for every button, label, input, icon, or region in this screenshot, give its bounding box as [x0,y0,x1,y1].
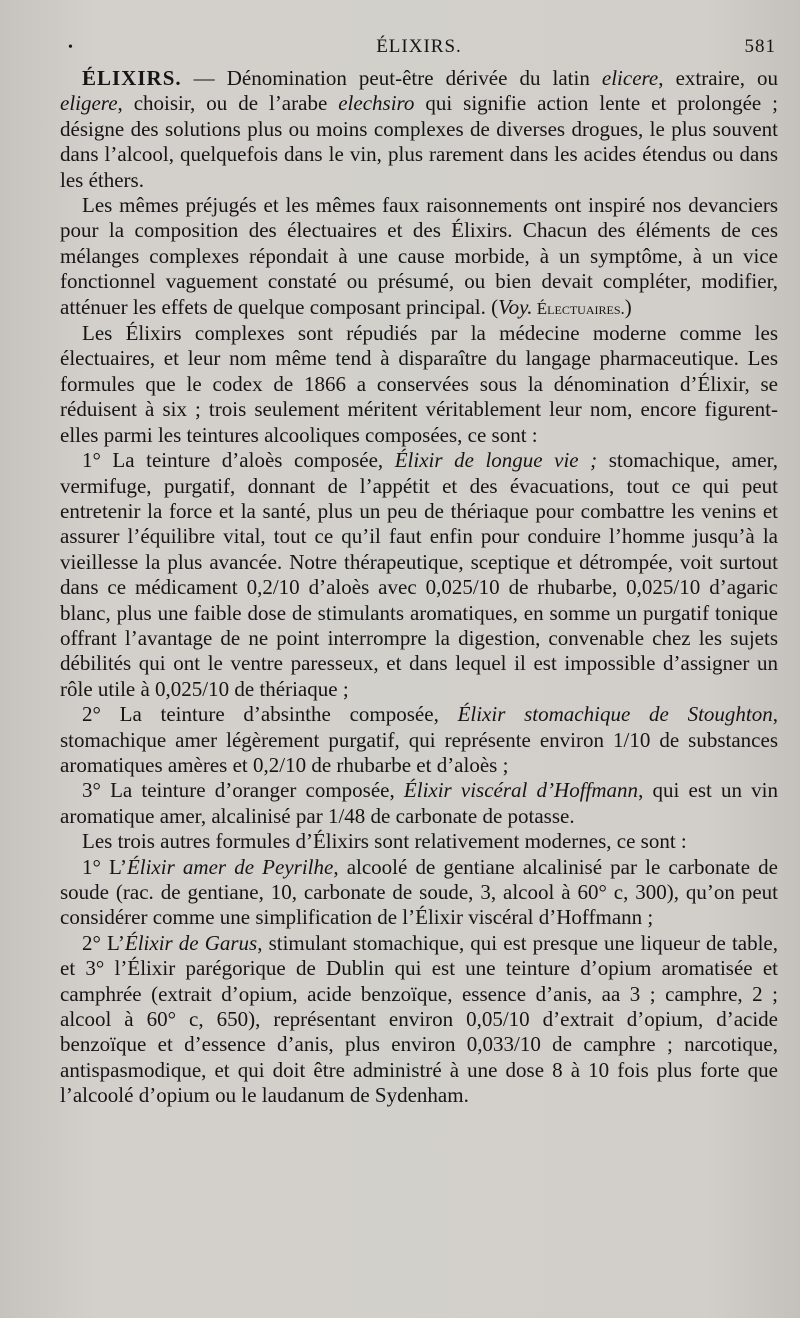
text-run: qui signifie action lente et prolongée ; désigne des solutions plus ou moins complexes de diverses drogues, le plus souvent dans l’alcool, quelquefois dans le vin, plus rarement dans les acides étendus ou dans les éthers. [60,91,778,192]
paragraph-definition [60,66,778,193]
entry-headword: ÉLIXIRS. [82,66,182,90]
italic-term: Voy. [498,294,533,319]
running-title: ÉLIXIRS. [376,36,462,57]
text-run: , stomachique amer légèrement purgatif, qui représente environ 1/10 de substances aromatiques amères et 0,2/10 de rhubarbe et d’aloès ; [60,702,778,777]
text-run: Les Élixirs complexes sont répudiés par la médecine moderne comme les électuaires, et leur nom même tend à disparaître du langage pharmaceutique. Les formules que le codex de 1866 a conservées sous la dénomination d’Élixir, se réduisent à six ; trois seulement méritent véritablement leur nom, encore figurent-elles parmi les teintures alcooliques composées, ce sont : [60,321,778,447]
italic-term: elicere [601,66,659,90]
text-run: ) [624,294,632,319]
text-run: 3° La teinture d’oranger composée, [82,778,404,803]
paragraph-item-absinthe [60,702,778,778]
italic-term: elechsiro [338,91,415,116]
text-run: 2° La teinture d’absinthe composée, [82,702,458,727]
paragraph-item-oranger [60,778,778,829]
paragraph-history [60,193,778,321]
text-run: , extraire, ou [658,66,778,90]
margin-mark: • [68,40,74,55]
italic-term: Élixir viscéral d’Hoffmann [403,778,639,803]
page-number: 581 [744,36,776,57]
text-run: , alcoolé de gentiane alcalinisé par le carbonate de soude (rac. de gentiane, 10, carbonate de soude, 3, alcool à 60° c, 300), qu’on peut considérer comme une simplification de l’Élixir viscéral d’Hoffmann ; [60,854,778,930]
paragraph-modern-intro [60,829,778,854]
italic-term: Élixir de longue vie ; [394,448,598,473]
page-body [60,66,778,1109]
text-run: Les trois autres formules d’Élixirs sont relativement modernes, ce sont : [82,829,687,854]
paragraph-item-aloes [60,448,778,702]
paragraph-item-garus [60,931,778,1109]
paragraph-item-peyrilhe [60,855,778,931]
italic-term: Élixir amer de Peyrilhe [126,854,334,879]
italic-term: Élixir stomachique de Stoughton [457,702,773,727]
running-head [60,30,778,66]
italic-term: eligere [60,91,118,116]
text-run: 1° L’ [82,854,127,879]
text-run: — Dénomination peut-être dérivée du latin [181,66,602,90]
paragraph-codex [60,321,778,448]
text-run: 2° L’ [82,930,125,955]
text-run: Les mêmes préjugés et les mêmes faux raisonnements ont inspiré nos devanciers pour la composition des électuaires et des Élixirs. Chacun des éléments de ces mélanges complexes répondait à une cause morbide, à un symptôme, à un vice fonctionnel vaguement constaté ou présumé, ou bien devait compléter, modifier, atténuer les effets de quelque composant principal. ( [60,193,778,319]
cross-reference: Électuaires. [532,298,625,318]
text-run: , stimulant stomachique, qui est presque une liqueur de table, et 3° l’Élixir parégorique de Dublin qui est une teinture d’opium aromatisée et camphrée (extrait d’opium, acide benzoïque, essence d’anis, aa 3 ; camphre, 2 ; alcool à 60° c, 650), représentant environ 0,05/10 d’extrait d’opium, d’acide benzoïque et d’essence d’anis, plus environ 0,033/10 de camphre ; narcotique, antispasmodique, et qui doit être administré à une dose 8 à 10 fois plus forte que l’alcoolé d’opium ou le laudanum de Sydenham. [60,930,779,1108]
text-run: stomachique, amer, vermifuge, purgatif, donnant de l’appétit et des évacuations, tout ce qui peut entretenir la force et la santé, plus un peu de thériaque pour combattre les venins et assurer l’équilibre vital, tout ce qu’il faut enfin pour conduire l’homme jusqu’à la vieillesse la plus avancée. Notre thérapeutique, sceptique et détrompée, voit surtout dans ce médicament 0,2/10 d’aloès avec 0,025/10 de rhubarbe, 0,025/10 d’agaric blanc, plus une faible dose de stimulants aromatiques, en somme un purgatif tonique offrant l’avantage de ne point interrompre la digestion, convenable chez les sujets débilités qui ont le ventre paresseux, et dans lequel il est impossible d’assigner un rôle utile à 0,025/10 de thériaque ; [60,448,778,701]
text-run: , choisir, ou de l’arabe [117,91,339,116]
italic-term: Élixir de Garus [124,930,258,955]
text-run: , qui est un vin aromatique amer, alcalinisé par 1/48 de carbonate de potasse. [60,778,779,828]
text-run: 1° La teinture d’aloès composée, [82,448,395,473]
